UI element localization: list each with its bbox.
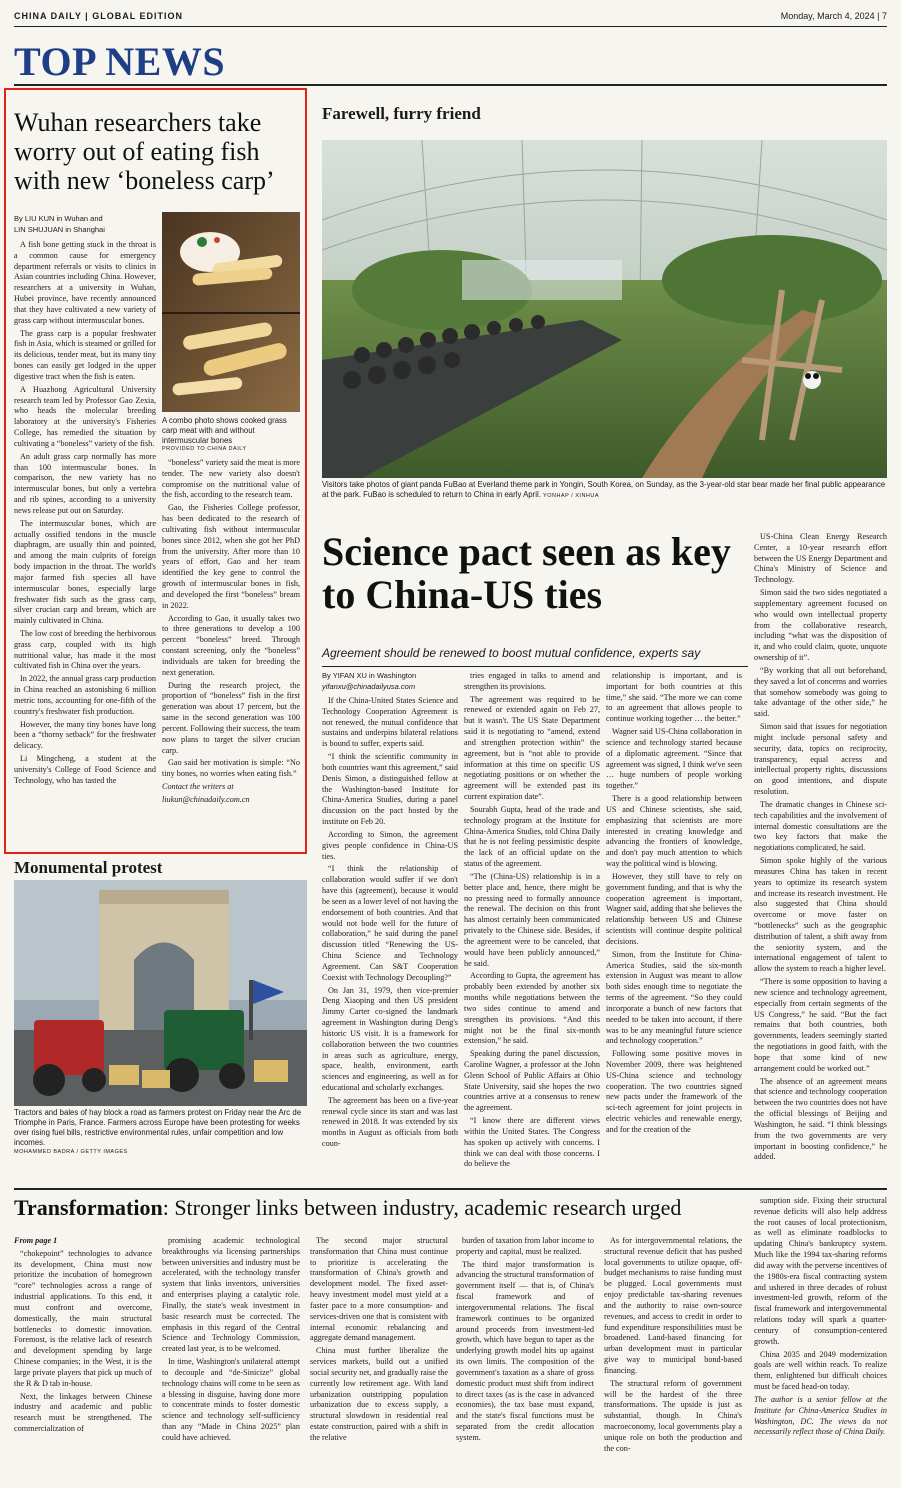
transformation-col-5: As for intergovernmental relations, the structural revenue deficit that has pushed local governments to utilize opaque, off-budget mechanisms to raise funding must be plugged. Local governments must enjoy predictable tax-sharing revenues and the authority to raise own-source revenues, and access to credit in order to fund expenditure responsibilities must be broadened. Land-based financing for urban development must in particular give way to municipal bond-based financing. The structural reform of government will be the hardest of the three transformations. The upside is just as substantial, though. In China's macroeconomy, local governments play a unique role on both the production and the con-: [604, 1236, 742, 1453]
science-col-4: US-China Clean Energy Research Center, a 10-year research effort between the US Energy Department and China's Ministry of Science and Technology. Simon said the two sides negotiated a supplementary agreement focused on who would own intellectual property from the collaborative research, including “what was the disposition of it, and who could claim, quote, unquote ownership of it”. “By working that all out beforehand, they saved a lot of concerns and worries that somehow somebody was going to take advantage of the other side,” he said. Simon said that issues for negotiation might include personal safety and security, data, topics on reciprocity, transparency, equal access and intellectual property rights, discussions on good intentions, and dispute resolution. The dramatic changes in Chinese sci-tech capabilities and the involvement of internal domestic consultations are the two key factors that make the negotiations complicated, he said. Simon spoke highly of the various measures China has taken in recent years to optimize its research system and increase its research investment. He also suggested that China should overcome or move faster on “bottlenecks” such as the geographic distribution of talent, a shift away from the seniority system, and the international engagement of talent to allow the system to reach a higher level. “There is some opposition to having a new science and technology agreement, especially from certain segments of the US Congress,” he said. “But the fact remains that both countries, both governments, leaders seemingly started the negotiations in good faith, with the hope that some kind of new arrangement could be worked out.” The absence of an agreement means that science and technology cooperation between the two countries does not have the official blessings of Beijing and Washington, he said. “I think blessings from the two governments are very important in boosting confidence,” he added.: [754, 532, 887, 1162]
section-rule: [14, 84, 887, 86]
masthead: [14, 8, 887, 24]
science-headline: Science pact seen as key to China-US ties: [322, 529, 731, 618]
transformation-col-6: sumption side. Fixing their structural revenue deficits will also help address the root causes of local protectionism, as well as eliminate roadblocks to updating China's bankruptcy system. Much like the 1994 tax-sharing reforms did away with the perverse incentives of the 1980s-era fiscal contracting system and ushered in three decades of robust investment-led growth, reform of the fiscal framework and intergovernmental relations today will spark a quarter-century of consumption-centered growth. China 2035 and 2049 modernization goals are well within reach. To realize them, enlightened but difficult choices must be faced head-on today. The author is a senior fellow at the Institute for China-America Studies in Washington, DC. The views do not necessarily reflect those of China Daily.: [754, 1196, 887, 1437]
deck-rule: [322, 666, 748, 667]
science-col-2: tries engaged in talks to amend and strengthen its provisions. The agreement was required to be renewed or extended again on Feb 27, but it wasn't. The US State Department said it is negotiating to “amend, extend and strengthen protection within” the agreement, but is “not able to provide information at this time on specific US negotiating positions or on whether the agreement will be extended past its current expiration date”. Sourabh Gupta, head of the trade and technology program at the Institute for China-America Studies, told China Daily that he is not feeling pessimistic despite the lack of an official update on the status of the agreement. “The (China-US) relationship is in a better place and, hence, there might be no pressing need to formally announce the renewal. The decision on this front has almost certainly been communicated privately to the Chinese side. Besides, if the agreement were to be canceled, that would have been publicly announced,” he said. According to Gupta, the agreement has probably been extended by another six months while negotiations between the two sides continue to amend and strengthen its provisions. “And this might not be the final six-month extension,” he said. Speaking during the panel discussion, Caroline Wagner, a professor at the John Glenn School of Public Affairs at Ohio State University, said she hopes the two countries arrive at a consensus to renew the agreement. “I know there are different views within the United States. The Congress has spoken up actively with concerns. I think we can deal with those concerns. I do believe the: [464, 671, 600, 1169]
farewell-kicker: Farewell, furry friend: [322, 104, 481, 123]
fish-photo: [162, 212, 300, 412]
science-col-1: If the China-United States Science and Technology Cooperation Agreement is not renewed, the mutual confidence that sustains and underpins bilateral relations is bound to suffer, experts said. “I think the scientific community in both countries want this agreement,” said Denis Simon, a distinguished fellow at the Washington-based Institute for China-America Studies, during a panel discussion on the pact hosted by the institute on Feb 20. According to Simon, the agreement gives people confidence in China-US ties. “I think the relationship of collaboration would suffer if we don't have this (agreement), because it would be seen as a lower level of not having the endorsement of both countries. And that would not bode well for the future of collaboration,” he said during the panel discussion titled “Renewing the US-China Science and Technology Agreement. Can S&T Cooperation Coexist with Technology Decoupling?” On Jan 31, 1979, then vice-premier Deng Xiaoping and then US president Jimmy Carter co-signed the landmark agreement in Washington during Deng's historic US visit. It is a framework for collaboration between the two countries in areas such as agriculture, energy, space, health, environment, earth sciences and engineering, as well as for educational and scholarly exchanges. The agreement has been on a five-year renewal cycle since its start and was last renewed in 2018. It was extended by six months in August as officials from both coun-: [322, 696, 458, 1149]
wuhan-byline: By LIU KUN in Wuhan and LIN SHUJUAN in Shanghai: [14, 214, 105, 234]
masthead-left: CHINA DAILY | GLOBAL EDITION: [14, 11, 184, 21]
wuhan-col-2: “boneless” variety said the meat is more tender. The new variety also doesn't compromise on the nutritional value of the fish, according to the research team. Gao, the Fisheries College professor, has been dedicated to the research of cultivating fish without intermuscular bones since 2012, when she got her PhD from the university. After more than 10 years of effort, Gao and her team identified the key gene to control the growth of intermuscular bones in fish, and developed the first “boneless” bream in 2022. According to Gao, it usually takes two to three generations to develop a 100 percent “boneless” breed. Through constant screening, only the “boneless” individuals are taken for breeding the next generation. During the research project, the proportion of “boneless” fish in the first generation was about 17 percent, but the same in the second generation was 100 percent. Following their success, the team now plans to target the silver crucian carp. Gao said her motivation is simple: “No tiny bones, no worries when eating fish.” Contact the writers at liukun@chinadaily.com.cn: [162, 458, 300, 804]
masthead-rule: [14, 26, 887, 27]
science-col-3: relationship is important, and is important for both countries at this time,” she said. “The more we can come to an agreement that allows people to continue working together … the better.” Wagner said US-China collaboration in science and technology started because of a diplomatic agreement. “Since that agreement was signed, I think we've seen … huge numbers of people working together.” There is a good relationship between US and Chinese scientists, she said, emphasizing that scientists are more interested in creating knowledge and advancing the frontiers of knowledge, and don't pay much attention to which way the political wind is blowing. However, they still have to rely on government funding, and that is why the cooperation agreement is important, Wagner said, adding that she believes the relationship between US and Chinese scientists will continue despite political decisions. Simon, from the Institute for China-America Studies, said the six-month extension in August was meant to allow both sides enough time to negotiate the terms of the agreement. “So they could incorporate a bunch of new factors that needed to be taken into account, if there was to be any meaningful future science and technology cooperation.” Following some positive moves in November 2009, there was heightened US-China science and technology cooperation. The two countries signed new pacts under the framework of the sci-tech agreement for joint projects in electric vehicles and renewable energy, and for the creation of the: [606, 671, 742, 1134]
masthead-right: Monday, March 4, 2024 | 7: [780, 11, 887, 21]
transformation-headline: Transformation: Stronger links between industry, academic research urged: [14, 1195, 682, 1220]
protest-kicker: Monumental protest: [14, 858, 163, 877]
wuhan-headline: Wuhan researchers take worry out of eating fish with new ‘boneless carp’: [14, 108, 275, 196]
protest-caption: Tractors and bales of hay block a road as farmers protest on Friday near the Arc de Triomphe in Paris, France. Farmers across Europe have been protesting for weeks over rising fuel bills, restrictive environmental rules, unfair competition and low incomes. MOHAMMED BADRA / GETTY IMAGES: [14, 1108, 302, 1155]
transformation-col-3: The second major structural transformation that China must continue to prioritize is accelerating the transformation of China's growth and development model. The fixed asset-heavy investment model must yield at a faster pace to a more consumption- and services-driven one that is consistent with internal economic rebalancing and aggregate demand management. China must further liberalize the services markets, build out a unified social security net, and gradually raise the currently low retirement age. With land urbanization outstripping population urbanization due to excess supply, a structural slowdown in residential real estate construction, paired with a shift in the relative: [310, 1236, 448, 1442]
wuhan-col-1: A fish bone getting stuck in the throat is a common cause for emergency department referrals or visits to clinics in Asian countries including China. However, researchers at a university in Wuhan, Hubei province, have recently announced that they have cultivated a new variety of grass carp without intermuscular bones. The grass carp is a popular freshwater fish in Asia, which is steamed or grilled for its delicious, tender meat, but its many tiny bones can easily get lodged in the upper digestive tract when the fish is eaten. A Huazhong Agricultural University research team led by Professor Gao Zexia, who heads the molecular breeding laboratory at the university's Fisheries College, has remedied the situation by cultivating a “boneless” variety of the fish. An adult grass carp normally has more than 100 intermuscular bones. In comparison, the new variety has no intermuscular bones, but only a vertebra and rib spines, according to a university news release put out on Saturday. The intermuscular bones, which are actually ossified tendons in the muscle diaphragm, are usually thin and pointed, and among the main culprits of foreign body impaction in the throat. The world's major farmed fish species all have intermuscular bones, especially large freshwater fish such as the grass carp, silver crucian carp and bream, which are mainly cultivated in China. The low cost of breeding the herbivorous grass carp, coupled with its high nutritional value, has made it the most cultivated fish in China over the years. In 2022, the annual grass carp production in China reached an astonishing 6 million metric tons, accounting for one-fifth of the country's freshwater fish production. However, the many tiny bones have long been a “thorny setback” for the freshwater delicacy. Li Mingcheng, a student at the university's College of Food Science and Technology, who has tasted the: [14, 240, 156, 785]
science-deck: Agreement should be renewed to boost mutual confidence, experts say: [322, 646, 701, 660]
fish-photo-graphic: [162, 212, 300, 412]
panda-photo-graphic: [322, 140, 887, 478]
fish-caption: A combo photo shows cooked grass carp meat with and without intermuscular bones PROVIDED TO CHINA DAILY: [162, 416, 287, 453]
arc-photo-graphic: [14, 880, 307, 1106]
transformation-rule: [14, 1188, 887, 1190]
section-title: TOP NEWS: [14, 39, 226, 84]
transformation-col-4: burden of taxation from labor income to property and capital, must be realized. The third major transformation is advancing the structural transformation of government itself — that is, of China's fiscal framework and of intergovernmental relations. The fiscal framework continues to be organized around proceeds from investment-led growth, which have begun to taper as the underlying growth model hits up against its own limits. The composition of the government's taxation as a share of gross domestic product must shift from indirect to direct taxes (as is the case in advanced economies), the tax base must expand, and the state's fiscal functions must be separated from the credit allocation system.: [456, 1236, 594, 1442]
science-byline: By YIFAN XU in Washington yifanxu@chinadailyusa.com: [322, 671, 417, 691]
panda-caption: Visitors take photos of giant panda FuBao at Everland theme park in Yongin, South Korea, on Sunday, as the 3-year-old star bear made her final public appearance at the park. FuBao is scheduled to return to China in early April. YONHAP / XINHUA: [322, 480, 886, 500]
arc-photo: [14, 880, 307, 1106]
transformation-col-2: promising academic technological breakthroughs via licensing partnerships between universities and industry must be accelerated, with the technology transfer system that links inventors, universities and enterprises playing a catalytic role. Finally, the state's weak investment in basic research must be corrected. The emphasis in this regard of the Central Science and Technology Commission, created last year, is to be welcomed. In time, Washington's unilateral attempt to decouple and “de-Sinicize” global technology chains will come to be seen as a blessing in disguise, having done more to concentrate minds to foster domestic science and technology self-sufficiency than any “Made in China 2025” plan could have achieved.: [162, 1236, 300, 1442]
transformation-col-1: From page 1 “chokepoint” technologies to advance its development, China must now prioritize the incubation of homegrown “core” technologies across a range of industrial applications. To this end, it must confront and overcome, domestically, the main structural bottlenecks to domestic innovation. Foremost, is the relative lack of research and development spending by large Chinese companies; in the West, it is the large private players that pick up much of the R & D tab in-house. Next, the linkages between Chinese industry and academic and public research must be strengthened. The commercialization of: [14, 1236, 152, 1434]
panda-photo: [322, 140, 887, 478]
